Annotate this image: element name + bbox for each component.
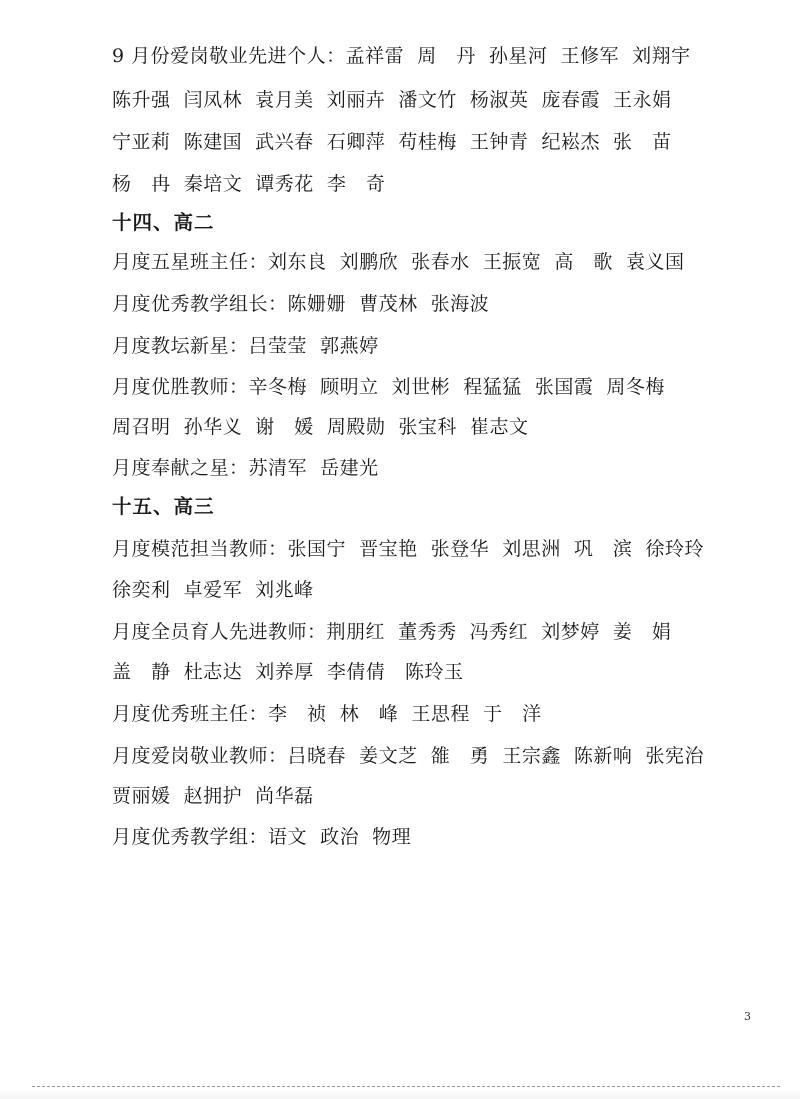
award-line-teaching-new-star: 月度教坛新星：吕莹莹 郭燕婷 bbox=[112, 335, 379, 357]
award-line-dedicated-teacher-2: 贾丽媛 赵拥护 尚华磊 bbox=[112, 785, 314, 807]
award-line-model-teacher-2: 徐奕利 卓爱军 刘兆峰 bbox=[112, 579, 314, 601]
award-line-winning-teacher-2: 周召明 孙华义 谢 媛 周殿勋 张宝科 崔志文 bbox=[112, 416, 529, 438]
award-line-sept-individuals: 9 月份爱岗敬业先进个人：孟祥雷 周 丹 孙星河 王修军 刘翔宇 bbox=[112, 45, 691, 67]
award-line-excellent-head-teacher: 月度优秀班主任：李 祯 林 峰 王思程 于 洋 bbox=[112, 703, 542, 725]
award-line-sept-individuals-2: 陈升强 闫凤林 袁月美 刘丽卉 潘文竹 杨淑英 庞春霞 王永娟 bbox=[112, 89, 672, 111]
page-number: 3 bbox=[744, 1010, 751, 1023]
award-line-model-teacher: 月度模范担当教师：张国宁 晋宝艳 张登华 刘思洲 巩 滨 徐玲玲 bbox=[112, 538, 705, 560]
award-line-teaching-group-leader: 月度优秀教学组长：陈姗姗 曹茂林 张海波 bbox=[112, 293, 490, 315]
award-line-dedication-star: 月度奉献之星：苏清军 岳建光 bbox=[112, 457, 379, 479]
scan-edge bbox=[0, 1090, 800, 1099]
award-line-all-staff-education: 月度全员育人先进教师：荆朋红 董秀秀 冯秀红 刘梦婷 姜 娟 bbox=[112, 621, 672, 643]
award-line-excellent-teaching-group: 月度优秀教学组：语文 政治 物理 bbox=[112, 826, 412, 848]
scan-bottom-rule bbox=[32, 1086, 780, 1087]
award-line-sept-individuals-3: 宁亚莉 陈建国 武兴春 石卿萍 苟桂梅 王钟青 纪崧杰 张 苗 bbox=[112, 131, 672, 153]
award-line-winning-teacher: 月度优胜教师：辛冬梅 顾明立 刘世彬 程猛猛 张国霞 周冬梅 bbox=[112, 376, 665, 398]
award-line-dedicated-teacher: 月度爱岗敬业教师：吕晓春 姜文芝 雒 勇 王宗鑫 陈新响 张宪治 bbox=[112, 745, 705, 767]
award-line-five-star-head-teacher: 月度五星班主任：刘东良 刘鹏欣 张春水 王振宽 高 歌 袁义国 bbox=[112, 251, 685, 273]
award-line-sept-individuals-4: 杨 冉 秦培文 谭秀花 李 奇 bbox=[112, 173, 386, 195]
section-heading-grade-two: 十四、高二 bbox=[112, 211, 215, 234]
section-heading-grade-three: 十五、高三 bbox=[112, 495, 215, 518]
award-line-all-staff-education-2: 盖 静 杜志达 刘养厚 李倩倩 陈玲玉 bbox=[112, 661, 464, 683]
